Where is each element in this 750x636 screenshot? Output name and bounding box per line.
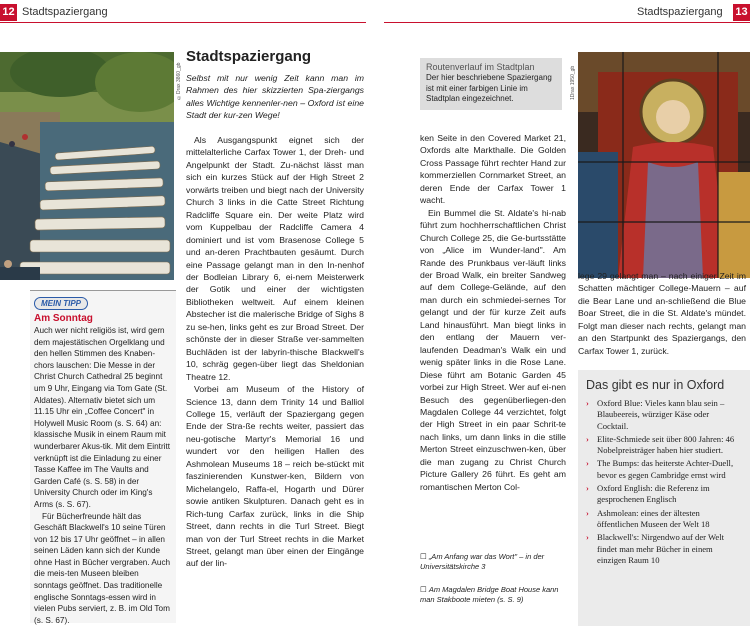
oxford-box <box>578 370 750 626</box>
tip-badge: MEIN TIPP <box>34 297 88 310</box>
col1-paragraph-1: Als Ausgangspunkt eignet sich der mittelalterliche Carfax Tower 1, der Dreh- und Angelpunkt der Stadt. Zu-nächst lässt man sich ein kurzes Stück auf der High Street 2 vorwärts treiben und biegt nach der University Church 3 links in die Catte Street Richtung Radcliffe Square ein. Der weite Platz wird vom Kuppelbau der Radcliffe Camera 4 dominiert und ist vom Brasenose College 5 und an-deren Prachtbauten gesäumt. Durch eine Passage gelangt man in den In-nenhof der Bodleian Library 6, ei-nem Meisterwerk der Gotik und einer der wichtigsten Bibliotheken weltweit. Auf einem kleinen Abstecher ist die malerische Bridge of Sighs 8 zu se-hen, links geht es zur Broad Street. Der schönste der in dieser Straße ver-sammelten Buchläden ist der labyrin-thische Blackwell's 10, schräg gegen-über liegt das Sheldonian Theatre 12. <box>186 135 364 382</box>
col2-paragraph-2: Ein Bummel die St. Aldate's hi-nab führt zum hochherrschaftlichen Christ Church College 25, die Ge-burtsstätte von „Alice im Wunder-land". Am Rande des Prunkbaus ver-läuft links der Broad Walk, ein breiter Sandweg auf dem College-Gelände, auf den man durch ein schmiedei-sernes Tor gelangt und der für kurze Zeit aufs Land hinausführt. Man biegt links in den entlang der Mauern ver-laufenden Deadman's Walk ein und wenig später links in die Rose Lane. Diese führt am Botanic Garden 45 vorbei zur High Street. Wer auf ei-nen Besuch des gegenüberliegen-den Magdalen College 44 verzichtet, folgt der High Street in ein paar Schrit-te nach links, um dann links in die stille Merton Street einzuschwen-ken, über die man zugang zu Christ Church Picture Gallery 26 führt. Es geht am romantischen Merton Col- <box>420 207 566 492</box>
oxford-item-4: › Oxford English: die Referenz im gesprochenen Englisch <box>586 483 710 505</box>
col2-paragraph-1: ken Seite in den Covered Market 21, Oxfords alte Markthalle. Die Golden Cross Passage führt rechter Hand zur kommerziellen Cornmarket Street, an deren Ende der Carfax Tower 1 wacht. <box>420 133 566 206</box>
route-heading: Routenverlauf im Stadtplan <box>426 62 535 72</box>
arrow-icon: › <box>586 398 589 408</box>
tip-heading: Am Sonntag <box>34 313 93 324</box>
oxford-item-3: › The Bumps: das heiterste Achter-Duell, bevor es gegen Cambridge ernst wird <box>586 458 734 480</box>
column-3-text: lege 29 gelangt man – nach einiger Zeit im Schatten mächtiger College-Mauern – auf die Bear Lane und an-schließend die Blue Boar Street, die in die St. Aldate's mündet. Folgt man dieser nach rechts, gelangt man an den Startpunkt des Spaziergangs, den Carfax Tower 1, zurück. <box>578 271 746 356</box>
intro-text: Selbst mit nur wenig Zeit kann man im Rahmen des hier skizzierten Spa-ziergangs alles Wichtige kennenler-nen – Oxford ist eine Stadt der kur-zen Wege! <box>186 73 364 121</box>
running-header-right: Stadtspaziergang <box>637 6 723 18</box>
arrow-icon: › <box>586 458 589 469</box>
col1-paragraph-2: Vorbei am Museum of the History of Science 13, dann dem Trinity 14 und Balliol College 15, verläuft der Spaziergang gegen Ende der Stra-ße rechts weiter, passiert das neu-gotische Martyr's Memorial 16 und wundert vor den heiligen Hallen des Ashmolean Museums 18 – reich be-stückt mit faszinierenden Kunstwer-ken, Bildern von Michelangelo, Raffa-el, Hogarth und Dürer sowie antiken Skulpturen. Danach geht es in Rich-tung Carfax zurück, links in die Ship Street, dann rechts in die Turl Street. Biegt man von der Turl Street rechts in die Market Street, gelangt man über einen der Eingänge auf der lin- <box>186 384 364 569</box>
arrow-icon: › <box>586 483 589 494</box>
caption-boat-house: ☐ Am Magdalen Bridge Boat House kann man Stakboote mieten (s. S. 9) <box>420 585 559 604</box>
stained-glass-illustration <box>578 52 750 278</box>
stained-glass-photo <box>578 52 750 278</box>
page-number-right: 13 <box>733 4 750 21</box>
column-1-text <box>186 134 364 570</box>
oxford-item-2: › Elite-Schmiede seit über 800 Jahren: 46 Nobelpreisträger haben hier studiert. <box>586 433 735 456</box>
header-rule-left <box>0 22 366 23</box>
caption-icon: ☐ <box>420 585 429 594</box>
arrow-icon: › <box>586 532 589 543</box>
arrow-icon: › <box>586 507 589 518</box>
page-title: Stadtspaziergang <box>186 48 312 65</box>
running-header-left: Stadtspaziergang <box>22 6 108 18</box>
route-text: Der hier beschriebene Spaziergang ist mit einer farbigen Linie im Stadtplan eingezeichnet. <box>426 73 552 103</box>
caption-university-church: ☐ „Am Anfang war das Wort" – in der Universitätskirche 3 <box>420 552 545 571</box>
header-rule-right <box>384 22 750 23</box>
tip-text: Auch wer nicht religiös ist, wird gern dem majestätischen Orgelklang und den hellen Stimmen des Knaben-chors lauschen: Die Messe in der Christ Church Cathedral 25 beginnt um 9 Uhr, Eingang via Tom Gate (St. Aldates). Alternativ bietet sich um 11.15 Uhr ein „Coffee Concert" in Holywell Music Room (s. S. 64) an: klassische Musik in einem Raum mit wunderbarer Akus-tik. Mit dem Eintritt verknüpft ist die Einladung zu einer Tasse Kaffee im The Vaults and Garden Café (s. S. 58) in der University Church oder im King's Arms (s. S. 67). <box>34 326 171 509</box>
arrow-icon: › <box>586 433 589 444</box>
page-number-left: 12 <box>0 4 17 21</box>
punts-illustration <box>0 52 174 280</box>
oxford-item-1: › Oxford Blue: Vieles kann blau sein – Blaubeereis, würziger Käse oder Cocktail. <box>586 398 725 431</box>
photo-credit-left: ©Drax 3860_gb <box>176 62 182 100</box>
route-box <box>420 58 562 110</box>
column-2-text <box>420 132 566 493</box>
photo-credit-right: 1Drax 1950_gb <box>570 65 576 100</box>
oxford-item-6: › Blackwell's: Nirgendwo auf der Welt findet man mehr Bücher in einem einzigen Raum 10 <box>586 532 725 565</box>
tip-box <box>30 290 176 623</box>
oxford-heading: Das gibt es nur in Oxford <box>586 378 725 392</box>
punts-photo <box>0 52 174 280</box>
tip-text-2: Für Bücherfreunde hält das Geschäft Blackwell's 10 seine Türen von 12 bis 17 Uhr geöffnet – in allen seinen Läden kann sich der Kunde ohne Hast in Bücher vergraben. Auch die meis-ten Museen bleiben sonntags geöffnet. Das traditionelle englische Sonntags-essen wird in vielen Pubs serviert, z. B. im Old Tom (s. S. 67). <box>34 511 171 625</box>
caption-icon: ☐ <box>420 552 429 561</box>
oxford-item-5: › Ashmolean: eines der ältesten öffentlichen Museen der Welt 18 <box>586 507 710 529</box>
